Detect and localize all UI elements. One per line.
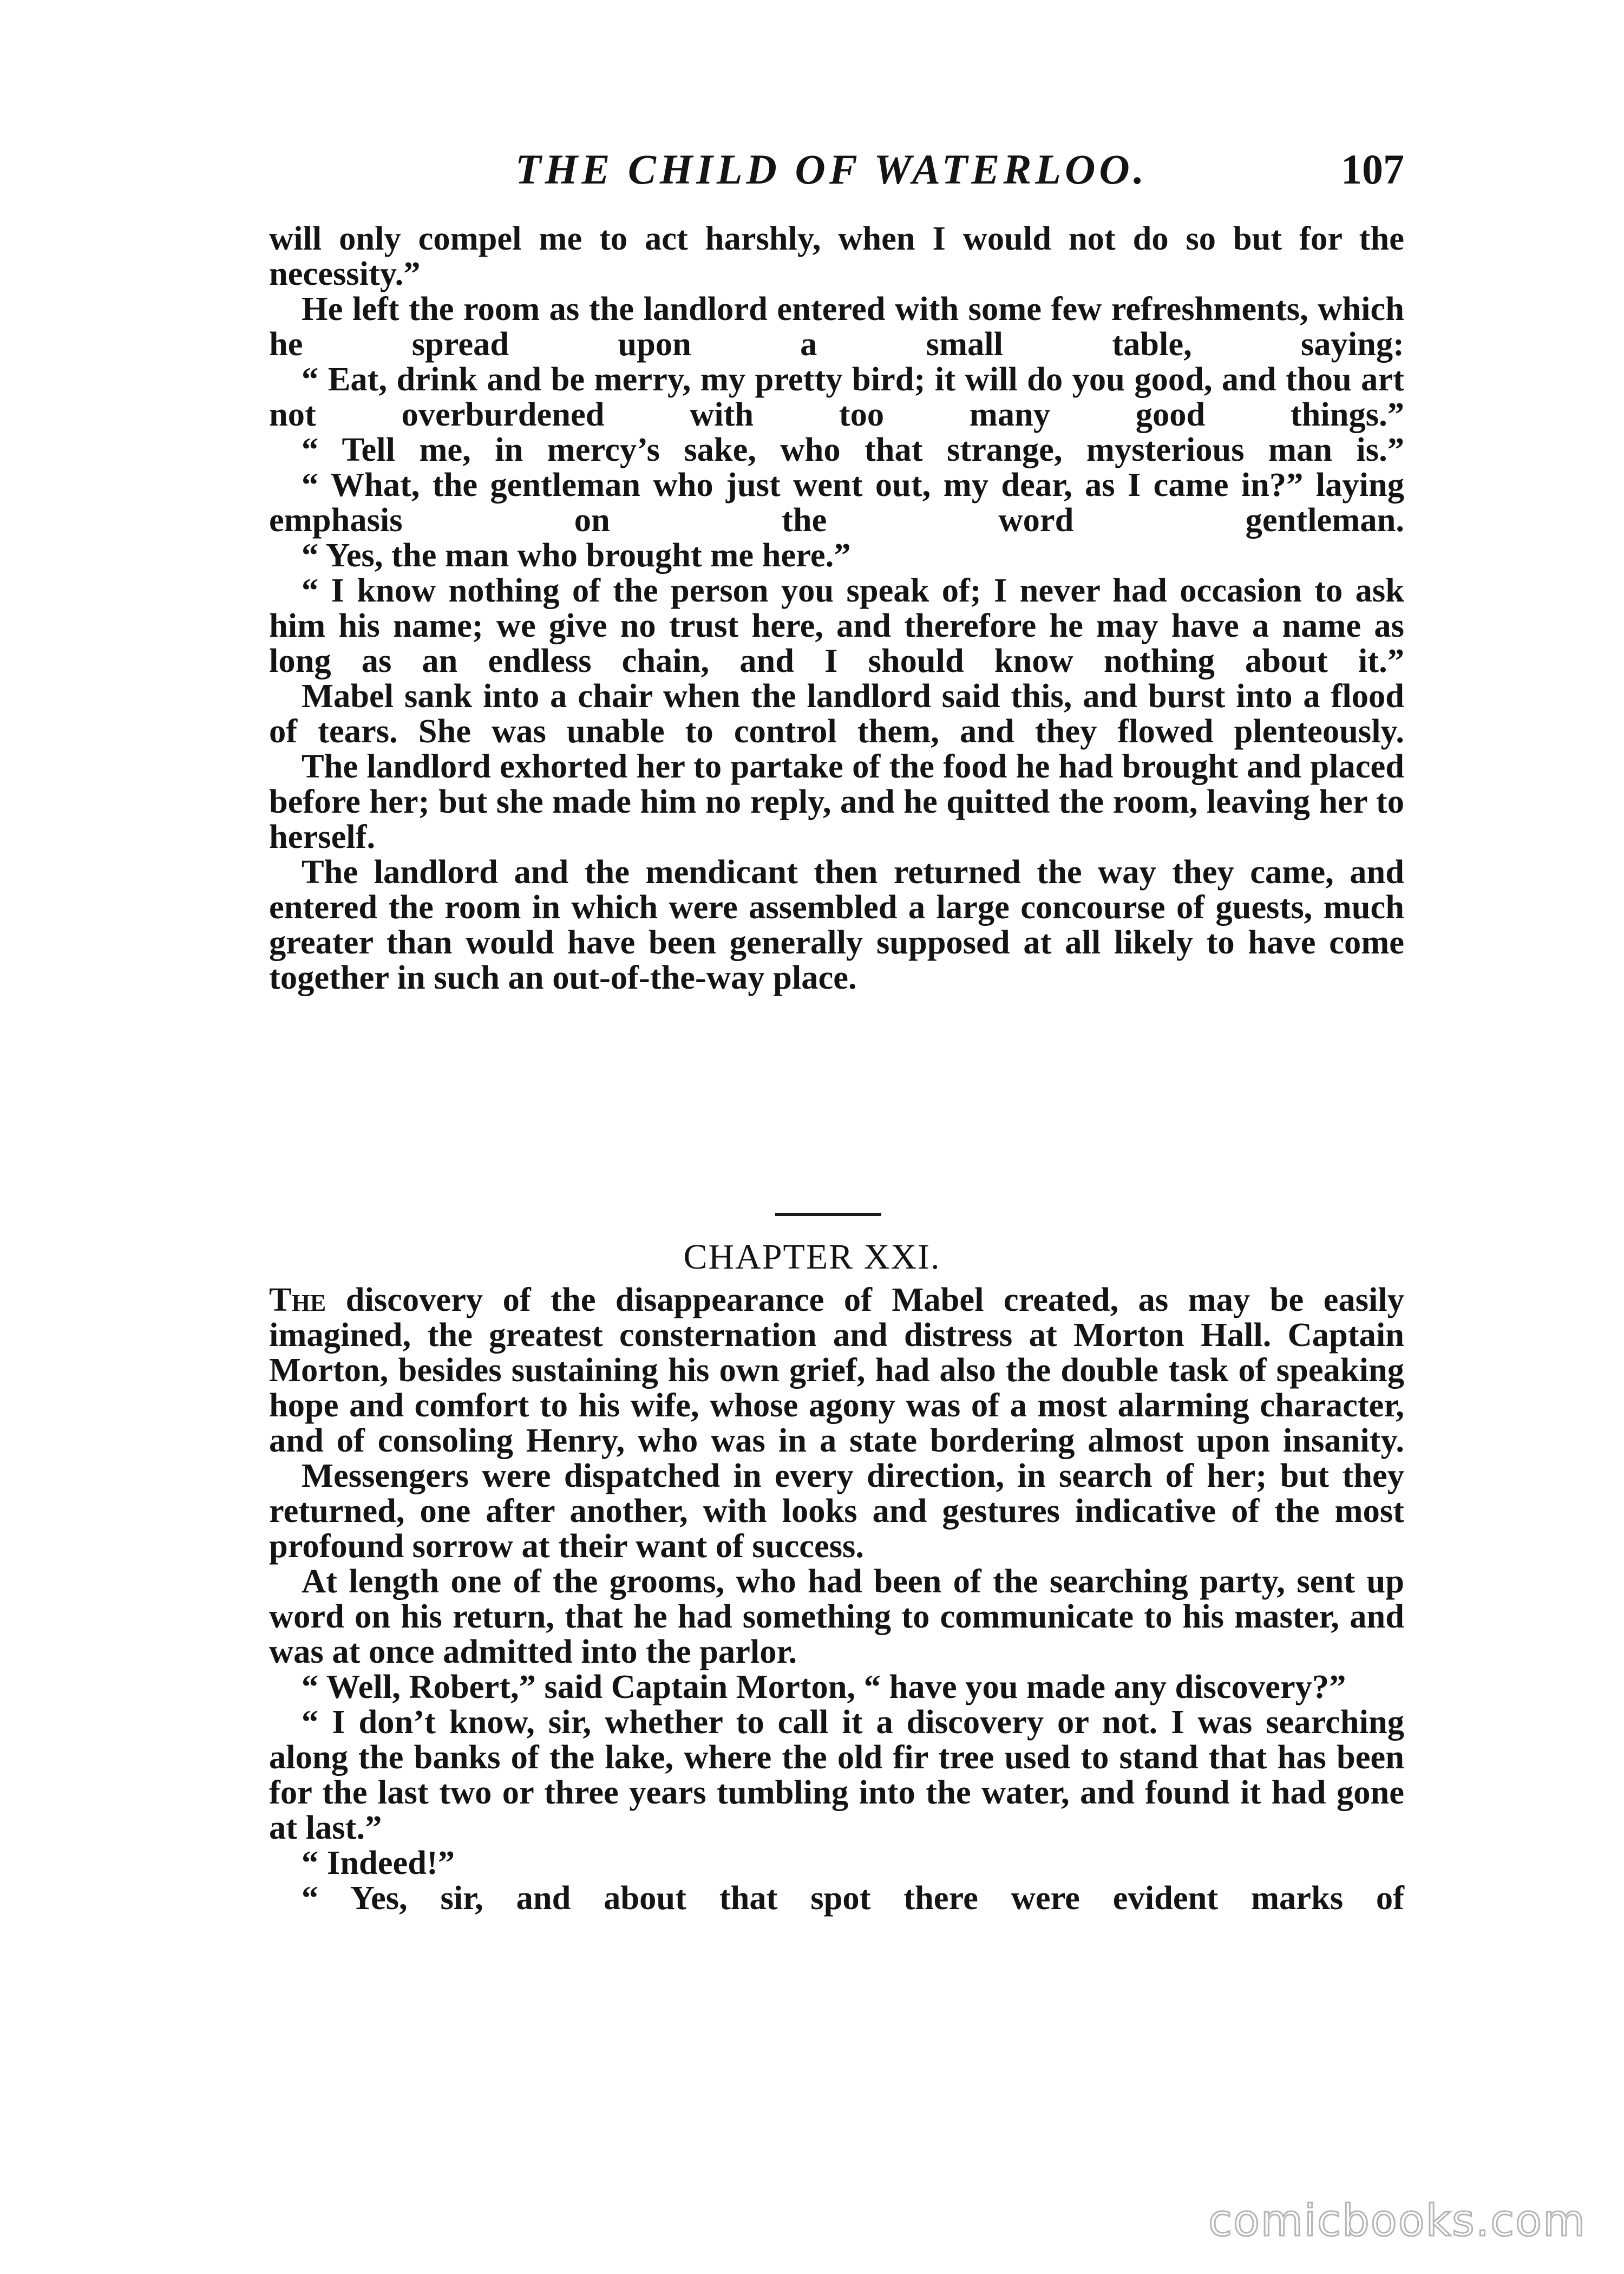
paragraph: “ Eat, drink and be merry, my pretty bird; it will do you good, and thou art not overburdened with too many good things.” bbox=[269, 360, 1404, 433]
paragraph: “ I know nothing of the person you speak of; I never had occasion to ask him his name; we give no trust here, and therefore he may have a name as long as an endless chain, and I should know nothing about it.” bbox=[269, 571, 1404, 679]
page-header bbox=[269, 145, 1404, 199]
chapter-opening-word: The bbox=[269, 1280, 326, 1318]
text-block-chapter bbox=[269, 1282, 1404, 1916]
chapter-opening-text: discovery of the disappearance of Mabel created, as may be easily imagined, the greatest consternation and distress at Morton Hall. Captain Morton, besides sustaining his own grief, had also the double task of speaking hope and comfort to his wife, whose agony was of a most alarming character, and of consoling Henry, who was in a state bordering almost upon insanity. bbox=[269, 1280, 1404, 1459]
paragraph: “ Yes, sir, and about that spot there were evident marks of bbox=[302, 1879, 1404, 1917]
chapter-heading: CHAPTER XXI. bbox=[683, 1237, 941, 1277]
page-number: 107 bbox=[1341, 146, 1404, 193]
paragraph: “ Well, Robert,” said Captain Morton, “ have you made any discovery?” bbox=[302, 1668, 1346, 1706]
paragraph: “ What, the gentleman who just went out, my dear, as I came in?” laying emphasis on the word gentleman. bbox=[269, 466, 1404, 539]
paragraph: The landlord and the mendicant then returned the way they came, and entered the room in which were assembled a large concourse of guests, much greater than would have been generally supposed at all likely to have come together in such an out-of-the-way place. bbox=[269, 853, 1404, 996]
paragraph: Mabel sank into a chair when the landlord said this, and burst into a flood of tears. She was unable to control them, and they flowed plenteously. bbox=[269, 677, 1404, 750]
watermark-text: comicbooks.com bbox=[1208, 2195, 1586, 2246]
paragraph: He left the room as the landlord entered with some few refreshments, which he spread upon a small table, saying: bbox=[269, 290, 1404, 363]
text-block-continuation bbox=[269, 221, 1404, 995]
paragraph: Messengers were dispatched in every direction, in search of her; but they returned, one after another, with looks and gestures indicative of the most profound sorrow at their want of success. bbox=[269, 1456, 1404, 1565]
paragraph: will only compel me to act harshly, when I would not do so but for the necessity.” bbox=[269, 219, 1404, 292]
paragraph: The landlord exhorted her to partake of the food he had brought and placed before her; but she made him no reply, and he quitted the room, leaving her to herself. bbox=[269, 747, 1404, 855]
paragraph: “ I don’t know, sir, whether to call it a discovery or not. I was searching along the banks of the lake, where the old fir tree used to stand that has been for the last two or three years tumbling into the water, and found it had gone at last.” bbox=[269, 1703, 1404, 1846]
chapter-opening-paragraph bbox=[269, 1282, 1404, 1458]
paragraph: “ Yes, the man who brought me here.” bbox=[302, 536, 851, 574]
paragraph: At length one of the grooms, who had been of the searching party, sent up word on his return, that he had something to communicate to his master, and was at once admitted into the parlor. bbox=[269, 1562, 1404, 1670]
running-title: THE CHILD OF WATERLOO. bbox=[515, 146, 1148, 193]
paragraph: “ Tell me, in mercy’s sake, who that strange, mysterious man is.” bbox=[302, 430, 1404, 468]
paragraph: “ Indeed!” bbox=[302, 1844, 455, 1881]
section-divider bbox=[775, 1213, 881, 1216]
